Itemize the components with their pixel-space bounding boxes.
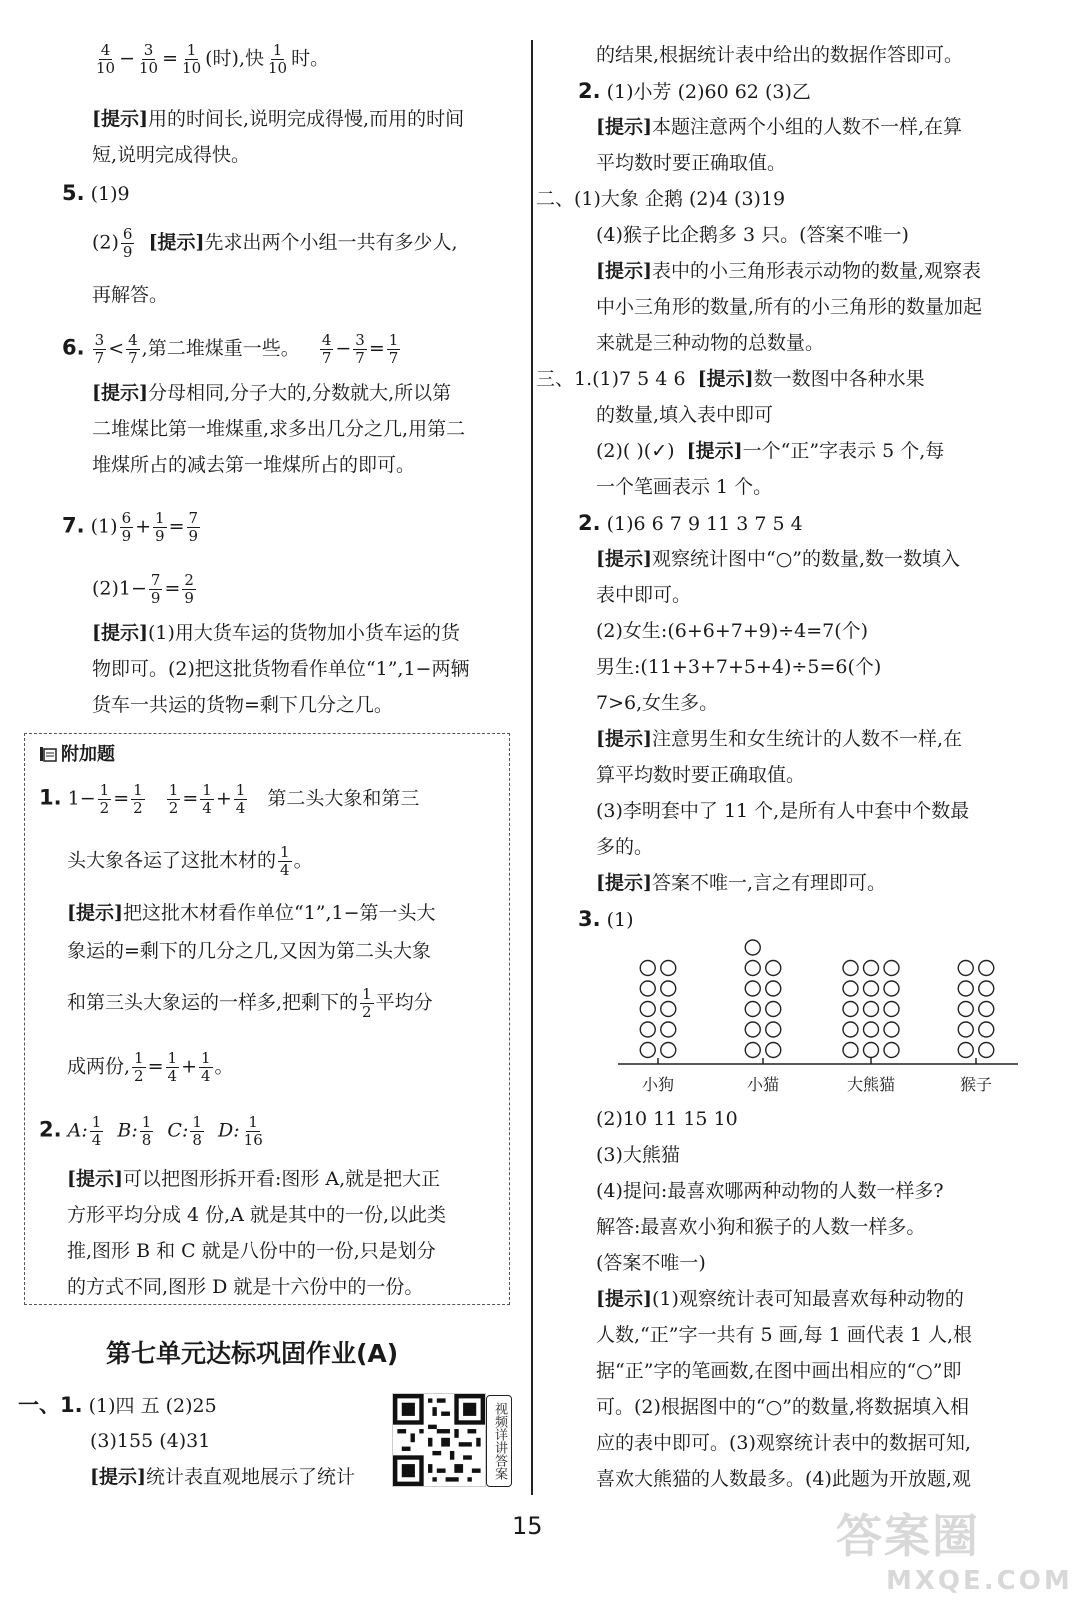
pictograph-symbol: [661, 981, 676, 996]
pictograph-symbol: [661, 1002, 676, 1017]
hint-line: [提示]观察统计图中“○”的数量,数一数填入: [596, 548, 961, 570]
pictograph-symbol: [766, 1022, 781, 1037]
pictograph-symbol: [979, 1043, 994, 1058]
pictograph-symbol: [640, 1043, 655, 1058]
pictograph-symbol: [843, 1022, 858, 1037]
hint-line: 人数,“正”字一共有 5 画,每 1 画代表 1 人,根: [596, 1324, 973, 1346]
pictograph-symbol: [958, 1022, 973, 1037]
q7-part2: (2)1− $\frac{7}{9}$ = $\frac{2}{9}$: [92, 571, 194, 607]
text-line: (3)李明套中了 11 个,是所有人中套中个数最: [596, 800, 970, 822]
fraction: $\frac{4}{7}$: [128, 331, 138, 367]
pictograph-symbol: [864, 961, 879, 976]
fraction: $\frac{1}{16}$: [243, 1113, 263, 1149]
section3-q1: 三、1.(1)7 5 4 6 [提示]数一数图中各种水果: [536, 368, 925, 390]
hint-line: [提示](1)用大货车运的货物加小货车运的货: [92, 622, 460, 644]
appendix-title: 附加题: [39, 740, 115, 766]
hint-line: [提示]注意男生和女生统计的人数不一样,在: [596, 728, 963, 750]
pictograph-symbol: [745, 981, 760, 996]
pictograph-symbol: [979, 1002, 994, 1017]
fraction: $\frac{1}{4}$: [91, 1113, 102, 1149]
qr-code-icon[interactable]: [392, 1393, 486, 1487]
pictograph-chart: [618, 928, 1018, 1098]
text-line: 多的。: [596, 836, 654, 858]
text-line: (2)女生:(6+6+7+9)÷4=7(个): [596, 620, 869, 642]
hint-line: [提示]用的时间长,说明完成得慢,而用的时间: [92, 108, 465, 130]
hint-line: [提示]可以把图形拆开看:图形 A,就是把大正: [67, 1168, 441, 1190]
fraction: $\frac{1}{4}$: [200, 1049, 211, 1085]
text-line: 男生:(11+3+7+5+4)÷5=6(个): [596, 656, 882, 678]
hint-line: 可。(2)根据图中的“○”的数量,将数据填入相: [596, 1396, 969, 1418]
fraction: $\frac{1}{2}$: [168, 781, 179, 817]
appendix-q1: 1. 1− $\frac{1}{2}$ = $\frac{1}{2}$ $\frac{1}{2}$ = $\frac{1}{4}$ + $\frac{1}{4}$ 第二头大象和第三: [39, 781, 420, 817]
pictograph-symbol: [864, 1022, 879, 1037]
section3-q2: 2. (1)6 6 7 9 11 3 7 5 4: [578, 511, 803, 535]
hint-line: 平均数时要正确取值。: [596, 152, 787, 174]
hint-line: [提示]把这批木材看作单位“1”,1−第一头大: [67, 902, 436, 924]
unit-title: 第七单元达标巩固作业(A): [106, 1339, 399, 1368]
fraction: $\frac{1}{4}$: [280, 843, 290, 879]
book-icon: [39, 746, 57, 762]
section3-q3: 3. (1): [578, 907, 634, 931]
section2-answer-4: (4)猴子比企鹅多 3 只。(答案不唯一): [596, 224, 909, 246]
pictograph-symbol: [958, 961, 973, 976]
fraction: $\frac{3}{7}$: [355, 331, 365, 367]
fraction: $\frac{1}{4}$: [167, 1049, 178, 1085]
hint-line: 推,图形 B 和 C 就是八份中的一份,只是划分: [67, 1240, 436, 1262]
unit-q1: 一、1. (1)四 五 (2)25: [18, 1393, 217, 1417]
pictograph-symbol: [843, 981, 858, 996]
q4-equation: $\frac{4}{10}$ − $\frac{3}{10}$ = $\frac{1}{10}$ (时),快 $\frac{1}{10}$ 时。: [96, 41, 330, 77]
fraction: $\frac{1}{8}$: [141, 1113, 152, 1149]
pictograph-symbol: [766, 1043, 781, 1058]
hint-line: [提示]本题注意两个小组的人数不一样,在算: [596, 116, 963, 138]
text-line: 表中即可。: [596, 584, 692, 606]
hint-line: [提示]答案不唯一,言之有理即可。: [596, 872, 887, 894]
video-explanation-label[interactable]: 视频详讲答案: [486, 1395, 512, 1487]
hint-line: 物即可。(2)把这批货物看作单位“1”,1−两辆: [92, 658, 470, 680]
fraction: $\frac{7}{9}$: [150, 571, 161, 607]
fraction: $\frac{1}{4}$: [202, 781, 212, 817]
hint-line: 中小三角形的数量,所有的小三角形的数量加起: [596, 296, 983, 318]
pictograph-symbol: [843, 961, 858, 976]
pictograph-symbol: [640, 961, 655, 976]
q5-part1: 5. (1)9: [62, 181, 130, 205]
pictograph-symbol: [958, 1002, 973, 1017]
text-line: 的结果,根据统计表中给出的数据作答即可。: [596, 44, 964, 66]
fraction: $\frac{1}{10}$: [182, 41, 202, 77]
fraction: $\frac{6}{9}$: [122, 225, 133, 261]
hint-line: [提示]分母相同,分子大的,分数就大,所以第: [92, 382, 452, 404]
pictograph-symbol: [958, 1043, 973, 1058]
hint-line: 和第三头大象运的一样多,把剩下的 $\frac{1}{2}$ 平均分: [67, 985, 433, 1021]
hint-line: 堆煤所占的减去第一堆煤所占的即可。: [92, 454, 416, 476]
unit-q1-line2: (3)155 (4)31: [90, 1430, 211, 1452]
hint-line: 算平均数时要正确取值。: [596, 764, 806, 786]
hint-line: 来就是三种动物的总数量。: [596, 332, 825, 354]
q5-part2: (2) $\frac{6}{9}$ [提示]先求出两个小组一共有多少人,: [92, 225, 458, 261]
chart-category-label: 小猫: [746, 1075, 780, 1094]
q2-answer: 2. (1)小芳 (2)60 62 (3)乙: [578, 79, 811, 103]
pictograph-symbol: [640, 1002, 655, 1017]
hint-line: [提示]表中的小三角形表示动物的数量,观察表: [596, 260, 982, 282]
pictograph-symbol: [979, 961, 994, 976]
hint-line: 再解答。: [92, 284, 169, 306]
pictograph-symbol: [979, 981, 994, 996]
pictograph-symbol: [979, 1022, 994, 1037]
pictograph-symbol: [884, 961, 899, 976]
hint-line: 成两份, $\frac{1}{2}$ = $\frac{1}{4}$ + $\frac{1}{4}$ 。: [67, 1049, 234, 1085]
hint-line: 喜欢大熊猫的人数最多。(4)此题为开放题,观: [596, 1468, 971, 1490]
fraction: $\frac{1}{2}$: [133, 781, 143, 817]
pictograph-symbol: [640, 981, 655, 996]
pictograph-symbol: [864, 981, 879, 996]
watermark: 答案圈 MXQE.COM: [836, 1509, 1073, 1596]
text-line: (3)大熊猫: [596, 1144, 680, 1166]
hint-line: 货车一共运的货物=剩下几分之几。: [92, 694, 393, 716]
text-line: 一个笔画表示 1 个。: [596, 476, 773, 498]
pictograph-symbol: [766, 981, 781, 996]
pictograph-symbol: [661, 1043, 676, 1058]
pictograph-symbol: [766, 1002, 781, 1017]
fraction: $\frac{7}{9}$: [188, 509, 199, 545]
fraction: $\frac{1}{2}$: [99, 781, 110, 817]
hint-line: 二堆煤比第一堆煤重,求多出几分之几,用第二: [92, 418, 466, 440]
pictograph-symbol: [884, 1022, 899, 1037]
pictograph-symbol: [745, 940, 760, 955]
column-divider: [531, 40, 533, 1495]
fraction: $\frac{1}{4}$: [235, 781, 246, 817]
hint-line: 应的表中即可。(3)观察统计表中的数据可知,: [596, 1432, 971, 1454]
text-line: 的数量,填入表中即可: [596, 404, 774, 426]
fraction: $\frac{1}{10}$: [268, 41, 288, 77]
text-line: (2)( )(✓) [提示]一个“正”字表示 5 个,每: [596, 440, 945, 462]
fraction: $\frac{1}{8}$: [192, 1113, 202, 1149]
hint-line: 方形平均分成 4 份,A 就是其中的一份,以此类: [67, 1204, 447, 1226]
chart-category-label: 猴子: [959, 1075, 993, 1094]
unit-q1-hint: [提示]统计表直观地展示了统计: [90, 1466, 355, 1488]
pictograph-symbol: [884, 1043, 899, 1058]
fraction: $\frac{1}{7}$: [388, 331, 399, 367]
hint-line: 的方式不同,图形 D 就是十六份中的一份。: [67, 1276, 424, 1298]
pictograph-symbol: [745, 961, 760, 976]
pictograph-symbol: [745, 1002, 760, 1017]
appendix-q1-line2: 头大象各运了这批木材的 $\frac{1}{4}$ 。: [67, 843, 313, 879]
pictograph-symbol: [884, 1002, 899, 1017]
pictograph-symbol: [864, 1002, 879, 1017]
hint-line: [提示](1)观察统计表可知最喜欢每种动物的: [596, 1288, 964, 1310]
pictograph-symbol: [661, 961, 676, 976]
pictograph-symbol: [843, 1043, 858, 1058]
fraction: $\frac{6}{9}$: [121, 509, 132, 545]
fraction: $\frac{4}{10}$: [96, 41, 116, 77]
pictograph-symbol: [640, 1022, 655, 1037]
text-line: (4)提问:最喜欢哪两种动物的人数一样多?: [596, 1180, 944, 1202]
fraction: $\frac{2}{9}$: [184, 571, 194, 607]
fraction: $\frac{3}{10}$: [139, 41, 159, 77]
pictograph-symbol: [958, 981, 973, 996]
chart-category-label: 小狗: [641, 1075, 675, 1094]
section2-answer: 二、(1)大象 企鹅 (2)4 (3)19: [536, 188, 786, 210]
appendix-q2: 2. A: $\frac{1}{4}$ B: $\frac{1}{8}$ C: $\frac{1}{8}$ D: $\frac{1}{16}$: [39, 1113, 263, 1149]
pictograph-symbol: [745, 1022, 760, 1037]
fraction: $\frac{1}{2}$: [134, 1049, 144, 1085]
hint-line: 短,说明完成得快。: [92, 144, 251, 166]
text-line: 7>6,女生多。: [596, 692, 719, 714]
hint-line: 据“正”字的笔画数,在图中画出相应的“○”即: [596, 1360, 962, 1382]
text-line: (2)10 11 15 10: [596, 1108, 738, 1130]
q7-part1: 7. (1) $\frac{6}{9}$ + $\frac{1}{9}$ = $\frac{7}{9}$: [62, 509, 199, 545]
page-number: 15: [512, 1512, 543, 1540]
pictograph-symbol: [745, 1043, 760, 1058]
chart-category-label: 大熊猫: [846, 1075, 896, 1094]
fraction: $\frac{3}{7}$: [94, 331, 105, 367]
fraction: $\frac{1}{2}$: [362, 985, 372, 1021]
pictograph-symbol: [661, 1022, 676, 1037]
fraction: $\frac{4}{7}$: [321, 331, 332, 367]
fraction: $\frac{1}{9}$: [155, 509, 165, 545]
pictograph-symbol: [864, 1043, 879, 1058]
pictograph-symbol: [843, 1002, 858, 1017]
q6-answer: 6. $\frac{3}{7}$ < $\frac{4}{7}$ ,第二堆煤重一些。 $\frac{4}{7}$ − $\frac{3}{7}$ = $\frac{1}{7}$: [62, 331, 399, 367]
text-line: 解答:最喜欢小狗和猴子的人数一样多。: [596, 1216, 926, 1238]
pictograph-symbol: [766, 961, 781, 976]
text-line: (答案不唯一): [596, 1252, 706, 1274]
appendix-box: [24, 733, 510, 1305]
pictograph-symbol: [884, 981, 899, 996]
hint-line: 象运的=剩下的几分之几,又因为第二头大象: [67, 940, 431, 962]
